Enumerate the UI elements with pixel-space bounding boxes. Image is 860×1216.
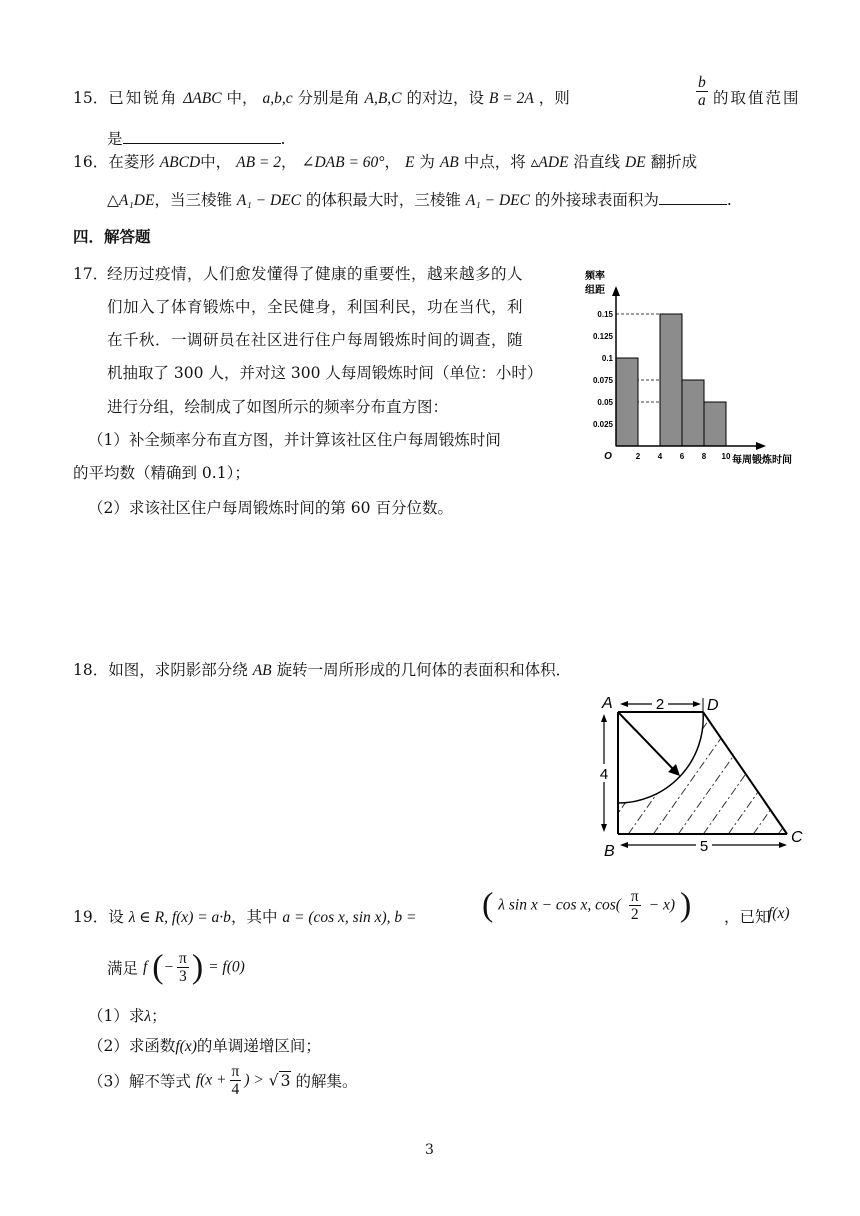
question-text: 在菱形: [108, 153, 155, 171]
y-tick-label: 0.05: [597, 398, 613, 407]
open-paren: (: [152, 948, 164, 986]
question-text: 的外接球表面积为: [534, 191, 659, 209]
histogram-bar: [704, 402, 726, 446]
math-expression: AB: [252, 662, 272, 679]
arrowhead: [693, 701, 701, 707]
close-paren: ): [191, 948, 204, 986]
side-dc: [703, 712, 787, 834]
open-paren: (: [482, 886, 494, 924]
numerator: π: [630, 888, 639, 905]
question-17-line: 在千秋．一调研员在社区进行住户每周锻炼时间的调查，随: [107, 331, 524, 349]
x-tick-label: 2: [635, 452, 641, 461]
fraction-b-over-a: [696, 74, 708, 109]
arrowhead: [601, 714, 607, 722]
math-expression: λ: [144, 1008, 152, 1025]
vertex-d: D: [707, 697, 719, 714]
question-17-line: 经历过疫情，人们愈发懂得了健康的重要性，越来越多的人: [107, 265, 524, 283]
math-expression: f: [142, 958, 148, 976]
vertex-c: C: [791, 829, 803, 846]
sqrt-sign: √: [268, 1071, 279, 1090]
math-expression: ΔABC: [183, 90, 222, 107]
question-text: 如图，求阴影部分绕: [108, 661, 248, 679]
math-expression: A₁ − DEC: [236, 192, 301, 209]
histogram-bar: [682, 380, 704, 446]
math-expression: λ ∈ R, f(x) = a·b: [128, 909, 231, 926]
label-left-length: 4: [599, 766, 609, 783]
question-18: [73, 658, 571, 680]
ylabel-top: 频率: [585, 271, 605, 282]
x-tick-label: 4: [657, 452, 663, 461]
question-16: [73, 150, 697, 172]
arrowhead: [620, 842, 628, 848]
math-expression: a,b,c: [262, 90, 293, 107]
question-text: ，其中: [230, 908, 278, 926]
math-expression: f(x +: [195, 1071, 227, 1089]
question-text: ，当三棱锥: [154, 191, 232, 209]
question-19: [73, 905, 417, 927]
question-17-line: 们加入了体育锻炼中，全民健身，利国利民，功在当代，利: [107, 298, 524, 316]
math-expression: △A₁DE: [107, 192, 155, 209]
question-text: 已知锐角: [108, 89, 179, 107]
math-expression: −: [163, 958, 174, 976]
math-expression: a = (cos x, sin x), b =: [282, 909, 417, 926]
x-tick-label: O: [604, 451, 612, 462]
question-text: ，则: [538, 89, 570, 107]
y-tick-label: 0.025: [592, 420, 613, 429]
fraction-pi-over-4: [230, 1063, 242, 1098]
arrowhead: [601, 824, 607, 832]
sqrt-radicand: 3: [280, 1072, 291, 1090]
math-expression: f(x): [175, 1038, 197, 1055]
section-heading: 四．解答题: [73, 227, 151, 246]
math-expression: f(x): [768, 905, 790, 922]
math-expression: B = 2A: [488, 90, 534, 107]
question-17-line: 机抽取了 300 人，并对这 300 人每周锻炼时间（单位：小时）: [107, 364, 543, 382]
question-text: （3）解不等式: [88, 1072, 191, 1091]
vertex-b: B: [604, 843, 615, 860]
math-expression: − x): [648, 896, 675, 914]
question-17-line: 进行分组，绘制成了如图所示的频率分布直方图：: [107, 398, 449, 416]
question-number: 17．: [73, 265, 109, 283]
subquestion-1: （1）补全频率分布直方图，并计算该社区住户每周锻炼时间: [88, 431, 501, 449]
subquestion-1-cont: 的平均数（精确到 0.1）；: [73, 464, 250, 482]
denominator: 2: [630, 906, 639, 923]
subquestion-2: （2）求该社区住户每周锻炼时间的第 60 百分位数。: [88, 499, 453, 517]
question-text: .: [726, 191, 732, 209]
subquestion-2: [88, 1034, 321, 1056]
question-text: （1）求: [88, 1007, 145, 1025]
question-text: 沿直线: [573, 153, 621, 171]
question-number: 15．: [73, 89, 109, 107]
math-expression: AB: [439, 154, 459, 171]
question-text: 翻折成: [650, 153, 698, 171]
page-number: 3: [425, 1142, 434, 1158]
arrowhead: [779, 842, 787, 848]
answer-blank[interactable]: [659, 188, 727, 205]
xlabel: 每周锻炼时间: [732, 455, 792, 466]
question-text: 中点，将: [463, 153, 526, 171]
ylabel-bottom: 组距: [585, 285, 605, 296]
y-tick-label: 0.15: [597, 310, 613, 319]
denominator: a: [698, 92, 706, 109]
question-text: ，: [384, 153, 401, 171]
subquestion-1: [88, 1004, 167, 1026]
question-16-line2: [107, 188, 732, 210]
arrowhead: [620, 701, 628, 707]
x-tick-label: 6: [679, 452, 685, 461]
histogram-bar: [616, 358, 638, 446]
question-text: 的解集。: [295, 1072, 358, 1091]
math-expression: ∠DAB = 60°: [301, 154, 385, 171]
numerator: π: [231, 1063, 240, 1080]
math-expression: ) >: [244, 1071, 264, 1089]
frequency-histogram: [580, 262, 820, 472]
fraction-pi-over-3: [177, 950, 189, 985]
radius-arrow: [618, 712, 674, 770]
question-text: 是: [107, 130, 123, 148]
question-text: 的取值范围: [713, 89, 801, 107]
question-19-vector-b: [482, 888, 691, 923]
math-expression: AB = 2: [236, 154, 282, 171]
question-15: [73, 86, 570, 108]
close-paren: ): [679, 886, 692, 924]
question-number: 18．: [73, 661, 109, 679]
question-text: 的对边，设: [406, 89, 484, 107]
question-text: 中，: [226, 89, 258, 107]
x-axis-arrow: [756, 442, 766, 450]
x-tick-label: 8: [701, 452, 707, 461]
question-text: 旋转一周所形成的几何体的表面积和体积．: [276, 661, 572, 679]
denominator: 3: [179, 968, 187, 985]
question-text: 分别是角: [297, 89, 360, 107]
fraction-pi-over-2: [629, 888, 641, 923]
question-text: 为: [419, 153, 435, 171]
answer-blank[interactable]: [123, 127, 281, 144]
figure-trapezoid: [590, 690, 820, 860]
denominator: 4: [231, 1081, 240, 1098]
math-expression: = f(0): [208, 958, 245, 976]
numerator: π: [179, 950, 187, 967]
question-text: .: [280, 130, 286, 148]
question-text: 设: [108, 908, 124, 926]
question-text: ；: [151, 1007, 167, 1025]
question-text: ，: [281, 153, 297, 171]
question-text: 的单调递增区间；: [196, 1037, 321, 1055]
y-tick-label: 0.1: [601, 354, 613, 363]
question-15-line2: [107, 127, 285, 149]
label-bottom-length: 5: [699, 838, 709, 855]
numerator: b: [698, 74, 706, 91]
math-expression: E: [404, 154, 415, 171]
y-axis-arrow: [612, 286, 620, 296]
math-expression: ABCD: [159, 154, 201, 171]
question-text: 的体积最大时，三棱锥: [305, 191, 461, 209]
y-tick-label: 0.125: [592, 332, 613, 341]
question-19-line2: [107, 950, 245, 985]
label-top-length: 2: [655, 696, 665, 713]
vertex-a: A: [602, 695, 613, 712]
math-expression: λ sin x − cos x, cos(: [498, 896, 621, 914]
math-expression: A,B,C: [364, 90, 402, 107]
question-number: 16．: [73, 153, 109, 171]
subquestion-3: [88, 1063, 357, 1098]
y-tick-label: 0.075: [592, 376, 613, 385]
question-number: 19．: [73, 908, 109, 926]
question-text: 满足: [107, 959, 139, 978]
histogram-bar: [660, 314, 682, 446]
x-tick-label: 10: [721, 452, 731, 461]
math-expression: DE: [624, 154, 646, 171]
question-text: （2）求函数: [88, 1037, 176, 1055]
question-text: 中，: [200, 153, 232, 171]
math-expression: A₁ − DEC: [465, 192, 530, 209]
math-expression: ▵ADE: [530, 154, 569, 171]
question-text: ，已知: [724, 908, 771, 926]
